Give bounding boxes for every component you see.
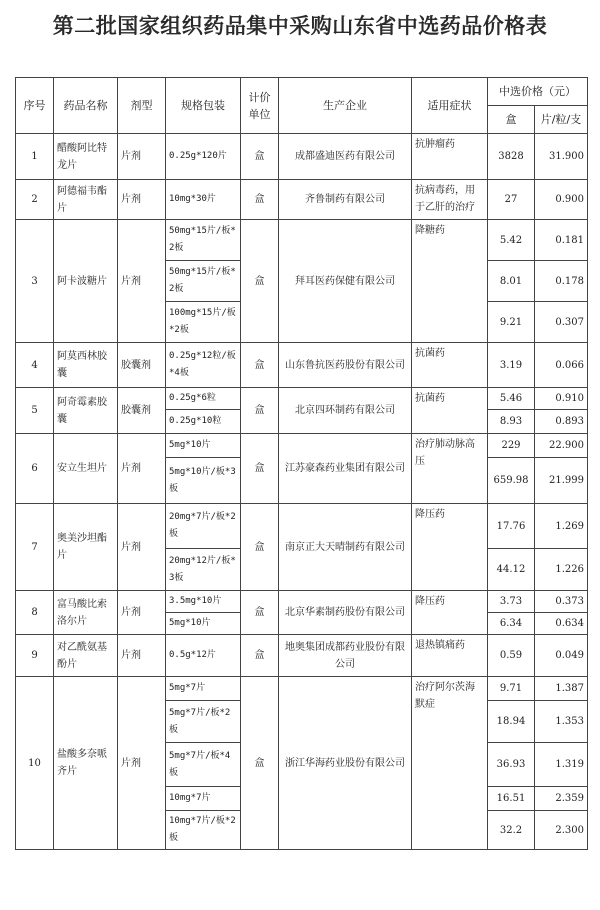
drug-form: 片剂 bbox=[118, 180, 166, 220]
drug-spec: 50mg*15片/板*2板 bbox=[166, 220, 241, 261]
price-piece: 1.226 bbox=[535, 549, 588, 591]
price-box: 27 bbox=[488, 180, 535, 220]
drug-name: 阿奇霉素胶囊 bbox=[54, 388, 118, 434]
price-piece: 2.359 bbox=[535, 787, 588, 811]
price-table bbox=[15, 77, 588, 850]
drug-no: 4 bbox=[16, 343, 54, 388]
price-piece: 0.900 bbox=[535, 180, 588, 220]
price-box: 8.93 bbox=[488, 410, 535, 434]
drug-indication: 抗病毒药，用于乙肝的治疗 bbox=[412, 180, 488, 220]
drug-form: 片剂 bbox=[118, 635, 166, 677]
drug-maker: 成都盛迪医药有限公司 bbox=[279, 134, 412, 180]
drug-unit: 盒 bbox=[241, 220, 279, 343]
price-piece: 0.910 bbox=[535, 388, 588, 410]
price-box: 16.51 bbox=[488, 787, 535, 811]
drug-no: 8 bbox=[16, 591, 54, 635]
price-piece: 21.999 bbox=[535, 458, 588, 504]
drug-maker: 拜耳医药保健有限公司 bbox=[279, 220, 412, 343]
price-piece: 1.353 bbox=[535, 701, 588, 743]
drug-form: 片剂 bbox=[118, 434, 166, 504]
drug-indication: 抗肿瘤药 bbox=[412, 134, 488, 180]
drug-spec: 20mg*7片/板*2板 bbox=[166, 504, 241, 549]
drug-indication: 降压药 bbox=[412, 504, 488, 591]
header-unit: 计价单位 bbox=[241, 78, 279, 134]
drug-no: 1 bbox=[16, 134, 54, 180]
drug-indication: 抗菌药 bbox=[412, 343, 488, 388]
drug-no: 3 bbox=[16, 220, 54, 343]
price-piece: 2.300 bbox=[535, 811, 588, 850]
drug-form: 片剂 bbox=[118, 591, 166, 635]
drug-no: 5 bbox=[16, 388, 54, 434]
drug-spec: 5mg*10片 bbox=[166, 613, 241, 635]
price-piece: 0.307 bbox=[535, 302, 588, 343]
drug-unit: 盒 bbox=[241, 388, 279, 434]
price-piece: 0.049 bbox=[535, 635, 588, 677]
drug-name: 富马酸比索洛尔片 bbox=[54, 591, 118, 635]
drug-maker: 南京正大天晴制药有限公司 bbox=[279, 504, 412, 591]
drug-indication: 退热镇痛药 bbox=[412, 635, 488, 677]
drug-indication: 治疗肺动脉高压 bbox=[412, 434, 488, 504]
price-box: 3.19 bbox=[488, 343, 535, 388]
table-row bbox=[16, 434, 588, 458]
price-box: 3828 bbox=[488, 134, 535, 180]
drug-name: 阿卡波糖片 bbox=[54, 220, 118, 343]
drug-spec: 5mg*10片 bbox=[166, 434, 241, 458]
drug-spec: 5mg*7片/板*2板 bbox=[166, 701, 241, 743]
table-row bbox=[16, 134, 588, 180]
drug-spec: 100mg*15片/板*2板 bbox=[166, 302, 241, 343]
drug-spec: 5mg*10片/板*3板 bbox=[166, 458, 241, 504]
price-box: 0.59 bbox=[488, 635, 535, 677]
price-box: 32.2 bbox=[488, 811, 535, 850]
price-box: 6.34 bbox=[488, 613, 535, 635]
header-indication: 适用症状 bbox=[412, 78, 488, 134]
drug-maker: 地奥集团成都药业股份有限公司 bbox=[279, 635, 412, 677]
header-box: 盒 bbox=[488, 106, 535, 134]
drug-maker: 齐鲁制药有限公司 bbox=[279, 180, 412, 220]
price-piece: 0.893 bbox=[535, 410, 588, 434]
drug-spec: 0.25g*10粒 bbox=[166, 410, 241, 434]
drug-maker: 北京华素制药股份有限公司 bbox=[279, 591, 412, 635]
drug-form: 胶囊剂 bbox=[118, 343, 166, 388]
drug-unit: 盒 bbox=[241, 591, 279, 635]
price-box: 9.21 bbox=[488, 302, 535, 343]
drug-unit: 盒 bbox=[241, 434, 279, 504]
drug-no: 10 bbox=[16, 677, 54, 850]
price-box: 5.46 bbox=[488, 388, 535, 410]
drug-form: 片剂 bbox=[118, 220, 166, 343]
table-row bbox=[16, 504, 588, 549]
drug-maker: 北京四环制药有限公司 bbox=[279, 388, 412, 434]
price-box: 9.71 bbox=[488, 677, 535, 701]
drug-spec: 5mg*7片/板*4板 bbox=[166, 743, 241, 787]
drug-spec: 0.25g*120片 bbox=[166, 134, 241, 180]
drug-spec: 0.25g*12粒/板*4板 bbox=[166, 343, 241, 388]
drug-no: 6 bbox=[16, 434, 54, 504]
drug-indication: 降糖药 bbox=[412, 220, 488, 343]
drug-name: 奥美沙坦酯片 bbox=[54, 504, 118, 591]
drug-form: 片剂 bbox=[118, 677, 166, 850]
drug-spec: 10mg*7片/板*2板 bbox=[166, 811, 241, 850]
header-price: 中选价格（元） bbox=[488, 78, 588, 106]
price-piece: 1.387 bbox=[535, 677, 588, 701]
price-box: 3.73 bbox=[488, 591, 535, 613]
price-piece: 1.319 bbox=[535, 743, 588, 787]
table-row bbox=[16, 343, 588, 388]
table-body bbox=[16, 134, 588, 850]
header-name: 药品名称 bbox=[54, 78, 118, 134]
price-piece: 0.181 bbox=[535, 220, 588, 261]
drug-unit: 盒 bbox=[241, 180, 279, 220]
table-row bbox=[16, 180, 588, 220]
drug-spec: 50mg*15片/板*2板 bbox=[166, 261, 241, 302]
price-box: 8.01 bbox=[488, 261, 535, 302]
price-box: 229 bbox=[488, 434, 535, 458]
header-piece: 片/粒/支 bbox=[535, 106, 588, 134]
drug-spec: 0.25g*6粒 bbox=[166, 388, 241, 410]
price-box: 44.12 bbox=[488, 549, 535, 591]
drug-indication: 降压药 bbox=[412, 591, 488, 635]
drug-spec: 10mg*7片 bbox=[166, 787, 241, 811]
price-piece: 0.634 bbox=[535, 613, 588, 635]
drug-unit: 盒 bbox=[241, 134, 279, 180]
header-form: 剂型 bbox=[118, 78, 166, 134]
table-row bbox=[16, 220, 588, 261]
price-piece: 0.178 bbox=[535, 261, 588, 302]
drug-maker: 江苏豪森药业集团有限公司 bbox=[279, 434, 412, 504]
drug-indication: 治疗阿尔茨海默症 bbox=[412, 677, 488, 850]
drug-unit: 盒 bbox=[241, 343, 279, 388]
drug-spec: 3.5mg*10片 bbox=[166, 591, 241, 613]
drug-name: 对乙酰氨基酚片 bbox=[54, 635, 118, 677]
drug-name: 盐酸多奈哌齐片 bbox=[54, 677, 118, 850]
drug-unit: 盒 bbox=[241, 504, 279, 591]
price-piece: 0.373 bbox=[535, 591, 588, 613]
drug-name: 阿德福韦酯片 bbox=[54, 180, 118, 220]
header-maker: 生产企业 bbox=[279, 78, 412, 134]
price-piece: 22.900 bbox=[535, 434, 588, 458]
drug-form: 胶囊剂 bbox=[118, 388, 166, 434]
drug-name: 安立生坦片 bbox=[54, 434, 118, 504]
page-title: 第二批国家组织药品集中采购山东省中选药品价格表 bbox=[52, 14, 548, 38]
price-box: 5.42 bbox=[488, 220, 535, 261]
drug-indication: 抗菌药 bbox=[412, 388, 488, 434]
drug-maker: 山东鲁抗医药股份有限公司 bbox=[279, 343, 412, 388]
price-box: 18.94 bbox=[488, 701, 535, 743]
drug-maker: 浙江华海药业股份有限公司 bbox=[279, 677, 412, 850]
drug-spec: 20mg*12片/板*3板 bbox=[166, 549, 241, 591]
drug-no: 7 bbox=[16, 504, 54, 591]
drug-name: 醋酸阿比特龙片 bbox=[54, 134, 118, 180]
drug-spec: 5mg*7片 bbox=[166, 677, 241, 701]
drug-unit: 盒 bbox=[241, 635, 279, 677]
drug-form: 片剂 bbox=[118, 504, 166, 591]
header-no: 序号 bbox=[16, 78, 54, 134]
price-piece: 0.066 bbox=[535, 343, 588, 388]
drug-spec: 10mg*30片 bbox=[166, 180, 241, 220]
price-box: 17.76 bbox=[488, 504, 535, 549]
drug-no: 9 bbox=[16, 635, 54, 677]
price-piece: 1.269 bbox=[535, 504, 588, 549]
drug-unit: 盒 bbox=[241, 677, 279, 850]
header-spec: 规格包装 bbox=[166, 78, 241, 134]
table-row bbox=[16, 591, 588, 613]
drug-form: 片剂 bbox=[118, 134, 166, 180]
table-row bbox=[16, 388, 588, 410]
drug-no: 2 bbox=[16, 180, 54, 220]
table-row bbox=[16, 677, 588, 701]
price-box: 36.93 bbox=[488, 743, 535, 787]
price-piece: 31.900 bbox=[535, 134, 588, 180]
table-row bbox=[16, 635, 588, 677]
price-box: 659.98 bbox=[488, 458, 535, 504]
drug-spec: 0.5g*12片 bbox=[166, 635, 241, 677]
drug-name: 阿莫西林胶囊 bbox=[54, 343, 118, 388]
